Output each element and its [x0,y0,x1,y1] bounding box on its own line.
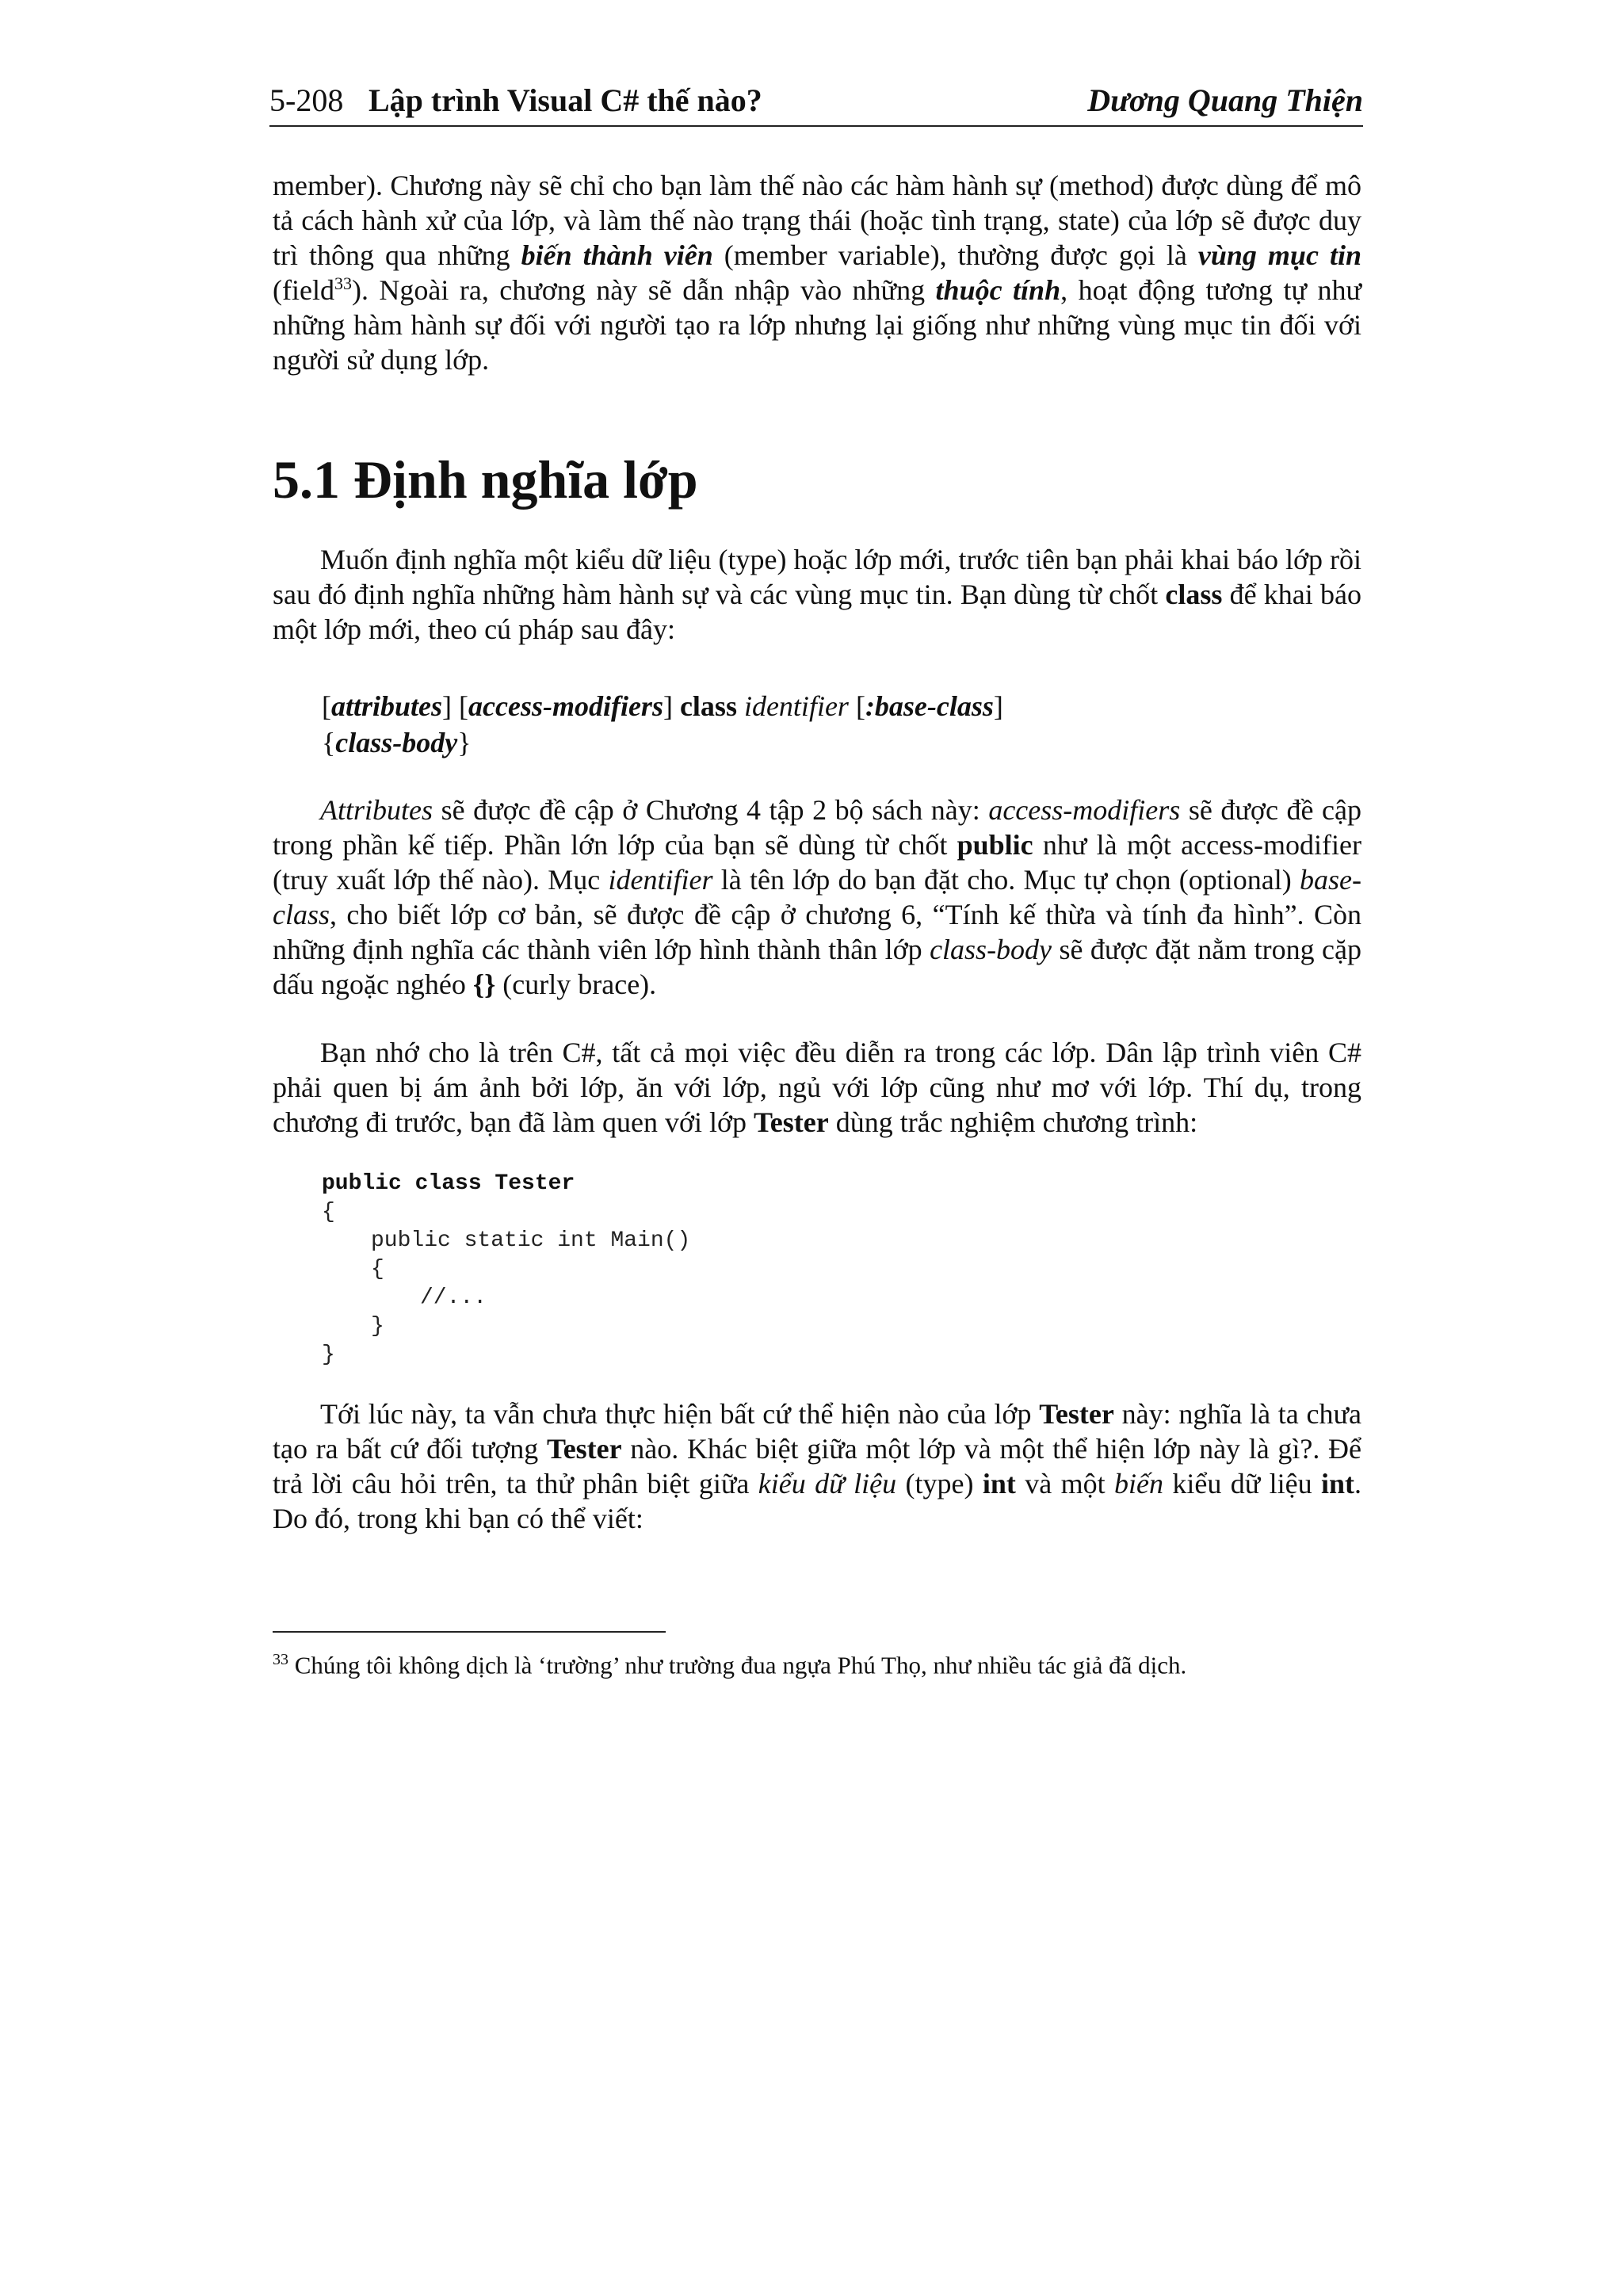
code-line: public class Tester [322,1171,575,1196]
syntax-line-2: {class-body} [322,727,472,758]
code-line: } [322,1343,335,1367]
code-line: } [371,1314,384,1339]
book-title: Lập trình Visual C# thế nào? [369,82,762,118]
text-run: (field [273,274,334,306]
class-syntax [322,688,1003,761]
text-run: , hoạt động tương tự như những hàm hành sự đối với người tạo ra lớp nhưng lại giống như những vùng mục tin đối với người sử dụng lớp. [273,274,1361,376]
page-header [269,78,1363,127]
footnote-number: 33 [273,1651,288,1668]
term: biến [1113,1468,1163,1499]
author-name: Dương Quang Thiện [1087,82,1363,118]
code-block [322,1170,690,1370]
syntax-class-body: class-body [335,727,458,758]
text-run: nào. Khác biệt giữa một lớp và một thể hiện lớp này là gì?. Để trả lời câu hỏi trên, ta thử phân biệt giữa [273,1433,1361,1499]
syntax-attributes: attributes [331,690,443,722]
term: kiểu dữ liệu [758,1468,897,1499]
text-run: như là một access-modifier (truy xuất lớp thế nào). Mục [273,829,1361,896]
footnote-divider [273,1631,666,1633]
text-run: (curly brace). [495,968,657,1000]
term: Attributes [320,794,433,826]
term-member-variable: biến thành viên [521,239,713,271]
text-run: sẽ được đặt nằm trong cặp dấu ngoặc nghéo [273,934,1361,1000]
text-run: dùng trắc nghiệm chương trình: [828,1106,1198,1138]
intro-paragraph [273,168,1361,377]
class-name-tester: Tester [754,1106,829,1138]
term: access-modifiers [988,794,1181,826]
paragraph-everything-in-classes [273,1035,1361,1140]
syntax-access-modifiers: access-modifiers [468,690,663,722]
text-run: . Do đó, trong khi bạn có thể viết: [273,1468,1361,1534]
curly-braces: {} [472,968,496,1000]
keyword-int: int [1320,1468,1354,1499]
footnote-text: Chúng tôi không dịch là ‘trường’ như trường đua ngựa Phú Thọ, như nhiều tác giả đã dịch. [288,1651,1187,1679]
class-name-tester: Tester [1039,1398,1114,1430]
keyword-int: int [982,1468,1016,1499]
footnote [273,1644,1361,1681]
paragraph-attributes [273,793,1361,1002]
text-run: (member variable), thường được gọi là [712,239,1198,271]
syntax-line-1: [attributes] [access-modifiers] class identifier [:base-class] [322,690,1003,722]
term: base-class [273,864,1361,930]
keyword-public: public [957,829,1033,861]
keyword-class: class [1165,579,1223,610]
text-run: Tới lúc này, ta vẫn chưa thực hiện bất cứ thể hiện nào của lớp [320,1398,1040,1430]
section-heading: 5.1 Định nghĩa lớp [273,449,698,510]
text-run: để khai báo một lớp mới, theo cú pháp sau đây: [273,579,1361,645]
term: identifier [608,864,713,896]
code-line: public static int Main() [371,1228,691,1253]
term-field: vùng mục tin [1197,239,1361,271]
text-run: sẽ được đề cập ở Chương 4 tập 2 bộ sách này: [433,794,989,826]
text-run: (type) [896,1468,983,1499]
syntax-class-keyword: class [679,690,737,722]
syntax-identifier: identifier [743,690,849,722]
text-run: Bạn nhớ cho là trên C#, tất cả mọi việc đều diễn ra trong các lớp. Dân lập trình viên C# phải quen bị ám ảnh bởi lớp, ăn với lớp, ngủ với lớp cũng như mơ với lớp. Thí dụ, trong chương đi trước, bạn đã làm quen với lớp [273,1037,1361,1138]
term-property: thuộc tính [935,274,1061,306]
code-line: { [371,1257,384,1282]
paragraph-define-class [273,542,1361,647]
text-run: ). Ngoài ra, chương này sẽ dẫn nhập vào những [351,274,936,306]
text-run: sẽ được đề cập trong phần kế tiếp. Phần lớn lớp của bạn sẽ dùng từ chốt [273,794,1361,861]
syntax-base-class: :base-class [865,690,994,722]
footnote-reference: 33 [334,273,352,293]
text-run: member). Chương này sẽ chỉ cho bạn làm thế nào các hàm hành sự (method) được dùng để mô tả cách hành xử của lớp, và làm thế nào trạng thái (hoặc tình trạng, state) của lớp sẽ được duy trì thông qua những [273,170,1361,271]
text-run: này: nghĩa là ta chưa tạo ra bất cứ đối tượng [273,1398,1361,1465]
text-run: Muốn định nghĩa một kiểu dữ liệu (type) hoặc lớp mới, trước tiên bạn phải khai báo lớp rồi sau đó định nghĩa những hàm hành sự và các vùng mục tin. Bạn dùng từ chốt [273,544,1361,610]
paragraph-instance [273,1396,1361,1536]
class-name-tester: Tester [546,1433,622,1465]
text-run: là tên lớp do bạn đặt cho. Mục tự chọn (optional) [712,864,1300,896]
term: class-body [930,934,1052,965]
code-line: { [322,1200,335,1224]
text-run: , cho biết lớp cơ bản, sẽ được đề cập ở chương 6, “Tính kế thừa và tính đa hình”. Còn những định nghĩa các thành viên lớp hình thành thân lớp [273,899,1361,965]
page-number: 5-208 [269,82,344,118]
text-run: và một [1015,1468,1114,1499]
code-line: //... [420,1286,487,1310]
text-run: kiểu dữ liệu [1163,1468,1321,1499]
